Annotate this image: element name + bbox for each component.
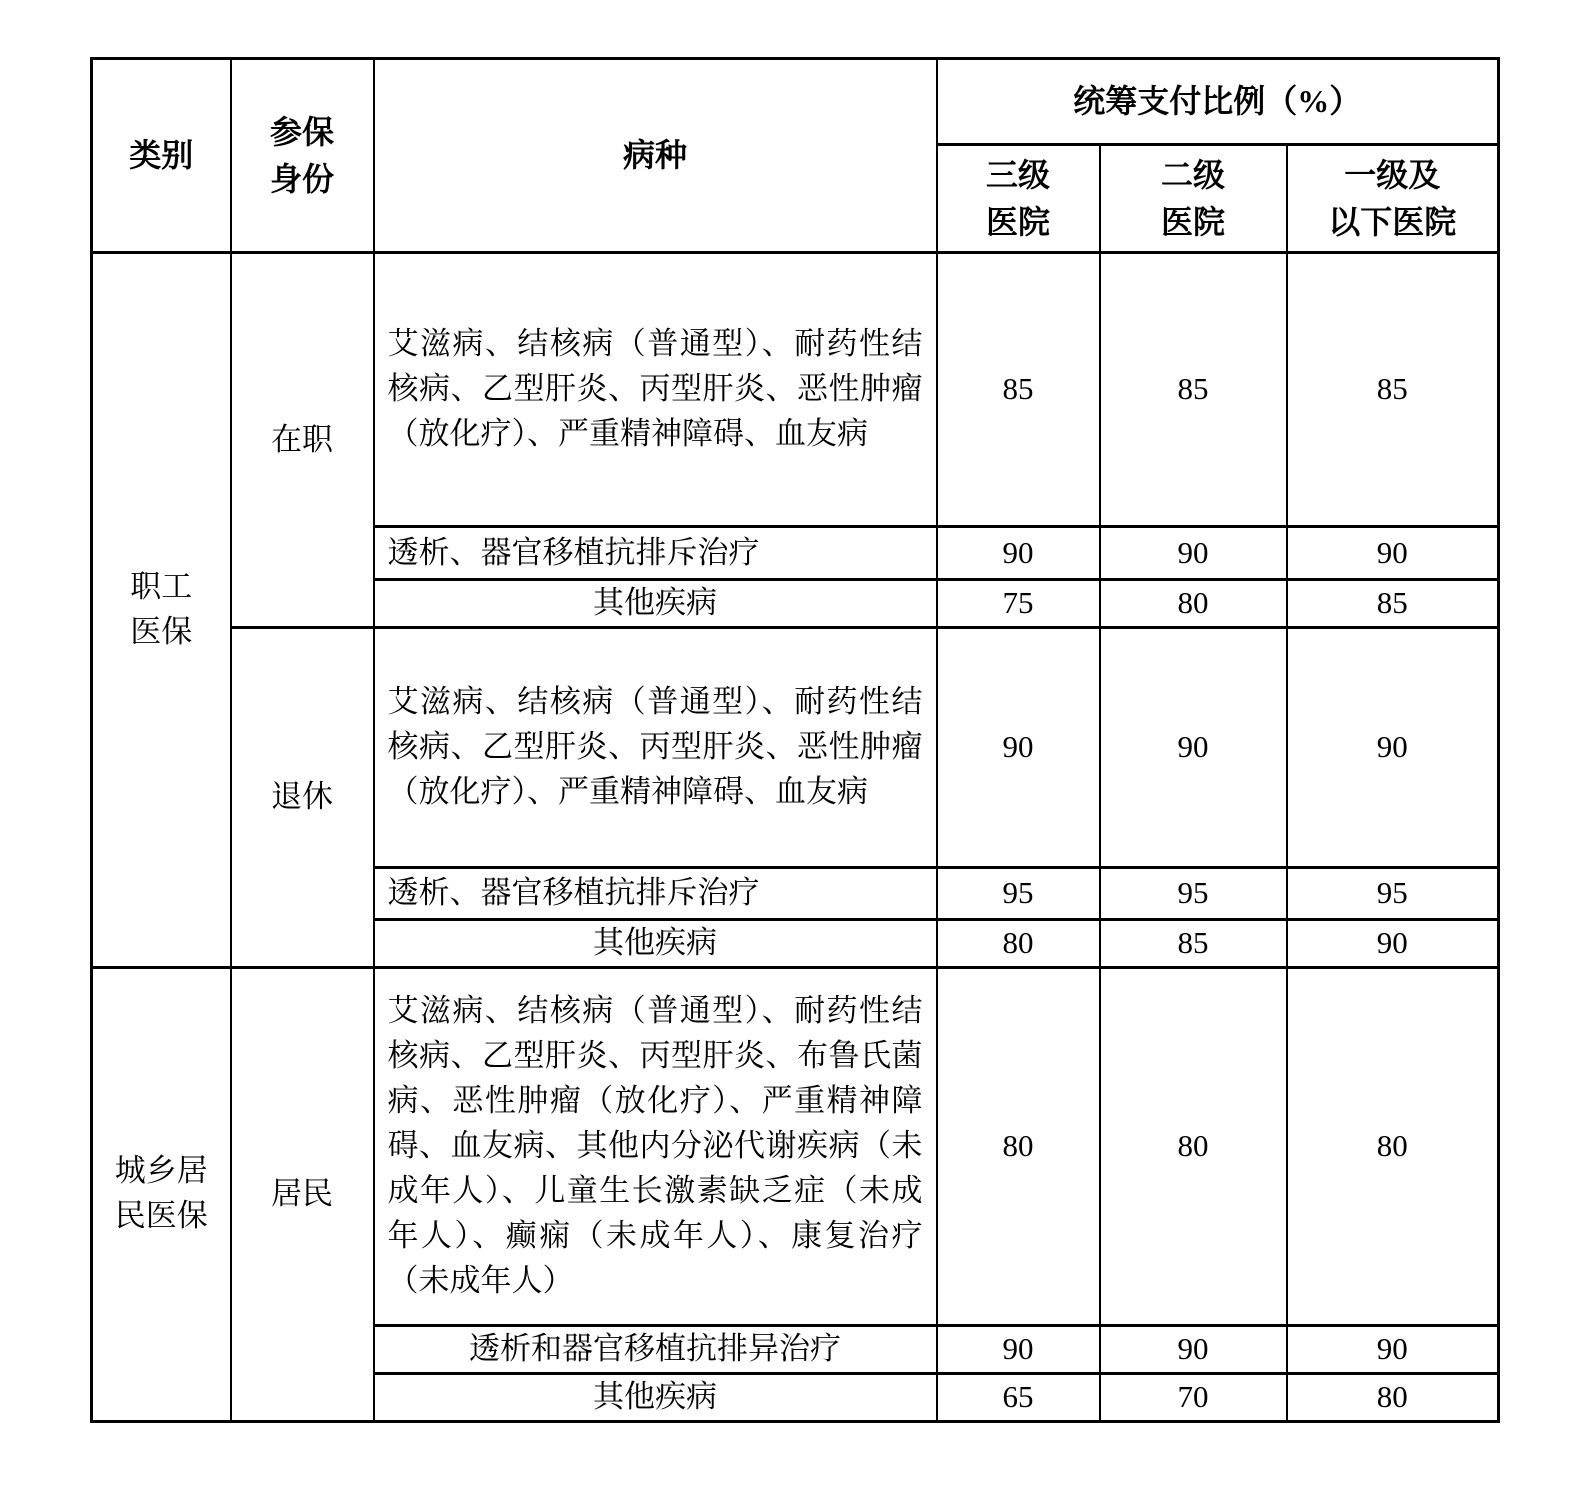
category-resident-insurance	[92, 967, 231, 1421]
value-level1: 90	[1287, 919, 1499, 967]
header-hospital-level1	[1287, 145, 1499, 253]
value-level3: 80	[937, 967, 1100, 1325]
header-hospital-level1-line1: 一级及	[1344, 157, 1441, 194]
value-level1: 85	[1287, 580, 1499, 628]
value-level3: 75	[937, 580, 1100, 628]
header-identity-line2: 身份	[269, 160, 334, 197]
identity-active: 在职	[231, 253, 374, 628]
value-level2: 80	[1100, 580, 1287, 628]
disease-cell-retired-dialysis: 透析、器官移植抗排斥治疗	[374, 867, 937, 919]
value-level1: 95	[1287, 867, 1499, 919]
disease-cell-retired-other: 其他疾病	[374, 919, 937, 967]
value-level2: 90	[1100, 1325, 1287, 1373]
header-category: 类别	[92, 59, 231, 253]
header-hospital-level3-line1: 三级	[985, 157, 1050, 194]
identity-retired: 退休	[231, 627, 374, 967]
value-level2: 95	[1100, 867, 1287, 919]
header-hospital-level1-line2: 以下医院	[1328, 203, 1457, 240]
category-resident-line2: 民医保	[114, 1198, 208, 1234]
value-level3: 65	[937, 1373, 1100, 1421]
disease-cell-active-dialysis: 透析、器官移植抗排斥治疗	[374, 527, 937, 580]
category-employee-line2: 医保	[130, 613, 193, 649]
header-hospital-level3	[937, 145, 1100, 253]
category-resident-line1: 城乡居	[114, 1153, 208, 1189]
identity-resident: 居民	[231, 967, 374, 1421]
value-level2: 85	[1100, 919, 1287, 967]
header-hospital-level2-line1: 二级	[1160, 157, 1225, 194]
header-disease: 病种	[374, 59, 937, 253]
table-row	[92, 967, 1499, 1325]
table-row	[92, 253, 1499, 527]
value-level3: 95	[937, 867, 1100, 919]
value-level1: 85	[1287, 253, 1499, 527]
category-employee-insurance	[92, 253, 231, 968]
header-hospital-level2	[1100, 145, 1287, 253]
value-level2: 85	[1100, 253, 1287, 527]
value-level1: 90	[1287, 1325, 1499, 1373]
value-level3: 85	[937, 253, 1100, 527]
value-level3: 90	[937, 1325, 1100, 1373]
disease-cell-resident-major: 艾滋病、结核病（普通型）、耐药性结核病、乙型肝炎、丙型肝炎、布鲁氏菌病、恶性肿瘤（放化疗）、严重精神障碍、血友病、其他内分泌代谢疾病（未成年人）、儿童生长激素缺乏症（未成年人）、癫痫（未成年人）、康复治疗（未成年人）	[374, 967, 937, 1325]
value-level2: 80	[1100, 967, 1287, 1325]
table-row	[92, 627, 1499, 867]
disease-cell-resident-other: 其他疾病	[374, 1373, 937, 1421]
payment-ratio-table-container	[90, 57, 1500, 1423]
value-level2: 90	[1100, 527, 1287, 580]
disease-cell-retired-major: 艾滋病、结核病（普通型）、耐药性结核病、乙型肝炎、丙型肝炎、恶性肿瘤（放化疗）、严重精神障碍、血友病	[374, 627, 937, 867]
value-level2: 90	[1100, 627, 1287, 867]
category-employee-line1: 职工	[130, 569, 193, 604]
header-identity	[231, 59, 374, 253]
value-level3: 90	[937, 627, 1100, 867]
value-level1: 80	[1287, 1373, 1499, 1421]
disease-cell-active-major: 艾滋病、结核病（普通型）、耐药性结核病、乙型肝炎、丙型肝炎、恶性肿瘤（放化疗）、严重精神障碍、血友病	[374, 253, 937, 527]
payment-ratio-table	[90, 57, 1500, 1423]
value-level3: 90	[937, 527, 1100, 580]
value-level1: 90	[1287, 627, 1499, 867]
disease-cell-active-other: 其他疾病	[374, 580, 937, 628]
value-level2: 70	[1100, 1373, 1287, 1421]
value-level1: 80	[1287, 967, 1499, 1325]
disease-cell-resident-dialysis: 透析和器官移植抗排异治疗	[374, 1325, 937, 1373]
value-level1: 90	[1287, 527, 1499, 580]
header-hospital-level3-line2: 医院	[985, 203, 1050, 240]
value-level3: 80	[937, 919, 1100, 967]
header-hospital-level2-line2: 医院	[1160, 203, 1225, 240]
header-ratio-title: 统筹支付比例（%）	[937, 59, 1499, 145]
header-identity-line1: 参保	[269, 114, 334, 151]
